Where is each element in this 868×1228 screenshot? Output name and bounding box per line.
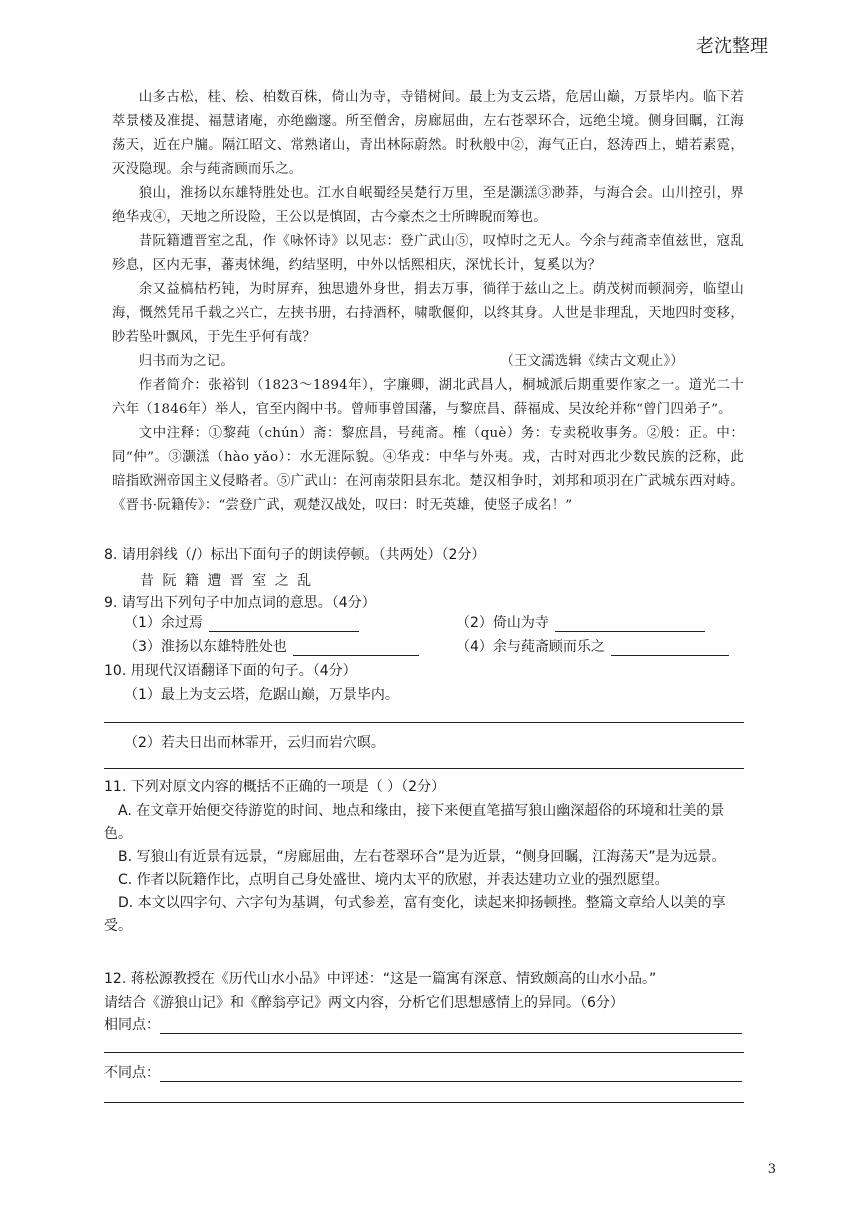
answer-blank[interactable] (611, 654, 729, 656)
option-d: D. 本文以四字句、六字句为基调，句式参差，富有变化，读起来抑扬顿挫。整篇文章给人以美的享受。 (104, 895, 726, 934)
question-12-prompt: 12. 蒋松源教授在《历代山水小品》中评述：“这是一篇寓有深意、情致颇高的山水小品。” (104, 971, 657, 987)
answer-line[interactable] (104, 722, 744, 723)
passage-ending (112, 350, 744, 374)
answer-line[interactable] (160, 1032, 742, 1034)
passage-paragraph: 山多古松，桂、桧、柏数百株，倚山为寺，寺错树间。最上为支云塔，危居山巅，万景毕内。临下若萃景楼及准提、福慧诸庵，亦绝幽邃。所至僧舍，房廊屈曲，左右苍翠环合，远绝尘境。侧身回瞩，江海荡天，近在户牖。隔江昭文、常熟诸山，青出林际蔚然。时秋般中②，海气正白，怒涛西上，蜡若素霓，灭没隐现。余与莼斋顾而乐之。 (112, 90, 744, 177)
author-intro: 作者简介：张裕钊（1823～1894年），字廉卿，湖北武昌人，桐城派后期重要作家之一。道光二十六年（1846年）举人，官至内阁中书。曾师事曾国藩，与黎庶昌、薛福成、吴汝纶并称“曾门四弟子”。 (112, 378, 744, 417)
answer-line[interactable] (104, 1052, 744, 1053)
similarity-row: 相同点： (104, 1014, 742, 1034)
question-10-prompt: 10. 用现代汉语翻译下面的句子。（4分） (104, 663, 357, 679)
option-a: A. 在文章开始便交待游览的时间、地点和缘由，接下来便直笔描写狼山幽深超俗的环境和壮美的景色。 (104, 803, 725, 842)
answer-line[interactable] (104, 768, 744, 769)
question-11-prompt: 11. 下列对原文内容的概括不正确的一项是（ ）（2分） (104, 779, 446, 795)
question-9-item-1: （1）余过焉 (124, 612, 359, 632)
passage-paragraph: 狼山，淮扬以东雄特胜处也。江水自岷蜀经吴楚行万里，至是灏溔③渺莽，与海合会。山川控引，界绝华戎④，天地之所设险，王公以是慎固，古今豪杰之士所睥睨而筹也。 (112, 186, 744, 225)
question-11-options (104, 800, 750, 938)
source-citation: （王文濡选辑《续古文观止》） (500, 354, 684, 369)
question-9-prompt: 9. 请写出下列句子中加点词的意思。（4分） (104, 595, 376, 611)
page-header: 老沈整理 (696, 36, 768, 57)
question-9-item-3: （3）淮扬以东雄特胜处也 (124, 636, 419, 656)
difference-row: 不同点： (104, 1062, 742, 1082)
question-10-sentence-2: （2）若夫日出而林霏开，云归而岩穴暝。 (124, 735, 385, 751)
question-9-item-4: （4）余与莼斋顾而乐之 (456, 636, 729, 656)
option-b: B. 写狼山有近景有远景，“房廊屈曲，左右苍翠环合”是为近景，“侧身回瞩，江海荡天”是为远景。 (118, 849, 726, 865)
question-8-sentence: 昔 阮 籍 遭 晋 室 之 乱 (140, 573, 314, 589)
question-8-prompt: 8. 请用斜线（/）标出下面句子的朗读停顿。（共两处）（2分） (104, 547, 486, 563)
answer-line[interactable] (104, 1102, 744, 1103)
passage (112, 86, 744, 518)
answer-line[interactable] (160, 1080, 742, 1082)
answer-blank[interactable] (555, 630, 705, 632)
question-10-sentence-1: （1）最上为支云塔，危踞山巅，万景毕内。 (124, 687, 399, 703)
page-number: 3 (767, 1162, 776, 1177)
answer-blank[interactable] (293, 654, 419, 656)
question-9-item-2: （2）倚山为寺 (456, 612, 705, 632)
annotations: 文中注释：①黎莼（chún）斋：黎庶昌，号莼斋。榷（què）务：专卖税收事务。②般：正。中：同“仲”。③灏溔（hào yǎo）：水无涯际貌。④华戎：中华与外夷。戎，古时对西北少数民族的泛称，此暗指欧洲帝国主义侵略者。⑤广武山：在河南荥阳县东北。楚汉相争时，刘邦和项羽在广武城东西对峙。《晋书·阮籍传》：“尝登广武，观楚汉战处，叹曰：时无英雄，使竖子成名！” (112, 426, 744, 513)
answer-blank[interactable] (209, 630, 359, 632)
passage-paragraph: 余又益槁枯朽钝，为时屏弃，独思遗外身世，捐去万事，徜徉于兹山之上。荫茂树而顿洞旁，临望山海，慨然凭吊千载之兴亡，左挟书册，右持酒杯，啸歌偃仰，以终其身。人世是非理乱，天地四时变移，眇若坠叶飘风，于先生乎何有哉？ (112, 282, 744, 345)
passage-paragraph: 昔阮籍遭晋室之乱，作《咏怀诗》以见志：登广武山⑤，叹悼时之无人。今余与莼斋幸值兹世，寇乱殄息，区内无事，蕃夷怵绳，约结坚明，中外以恬熙相庆，深忧长计，复奚以为？ (112, 234, 744, 273)
option-c: C. 作者以阮籍作比，点明自己身处盛世、境内太平的欣慰，并表达建功立业的强烈愿望。 (118, 872, 669, 888)
question-12-prompt-2: 请结合《游狼山记》和《醉翁亭记》两文内容，分析它们思想感情上的异同。（6分） (104, 995, 624, 1011)
passage-paragraph: 归书而为之记。 (138, 354, 234, 369)
